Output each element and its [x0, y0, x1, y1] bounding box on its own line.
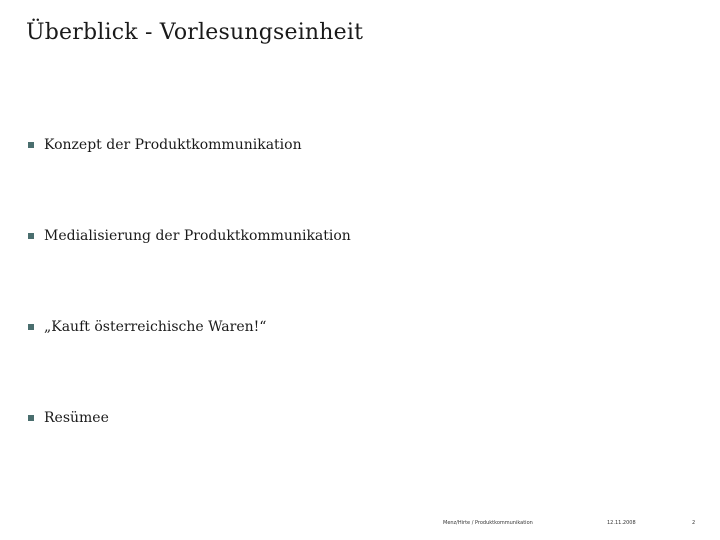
bullet-text: Konzept der Produktkommunikation: [44, 137, 302, 153]
bullet-item: [26, 410, 109, 426]
bullet-item: [26, 228, 351, 244]
footer-author-topic: Menz/Hirte / Produktkommunikation: [443, 520, 533, 526]
square-bullet-icon: [28, 324, 34, 330]
bullet-item: [26, 319, 266, 335]
bullet-item: [26, 137, 302, 153]
square-bullet-icon: [28, 233, 34, 239]
square-bullet-icon: [28, 415, 34, 421]
square-bullet-icon: [28, 142, 34, 148]
bullet-text: „Kauft österreichische Waren!“: [44, 319, 267, 335]
footer-page-number: 2: [692, 520, 696, 526]
bullet-text: Medialisierung der Produktkommunikation: [44, 228, 351, 244]
bullet-text: Resümee: [44, 410, 109, 426]
slide-title: Überblick - Vorlesungseinheit: [26, 20, 364, 45]
footer-date: 12.11.2008: [607, 520, 636, 526]
